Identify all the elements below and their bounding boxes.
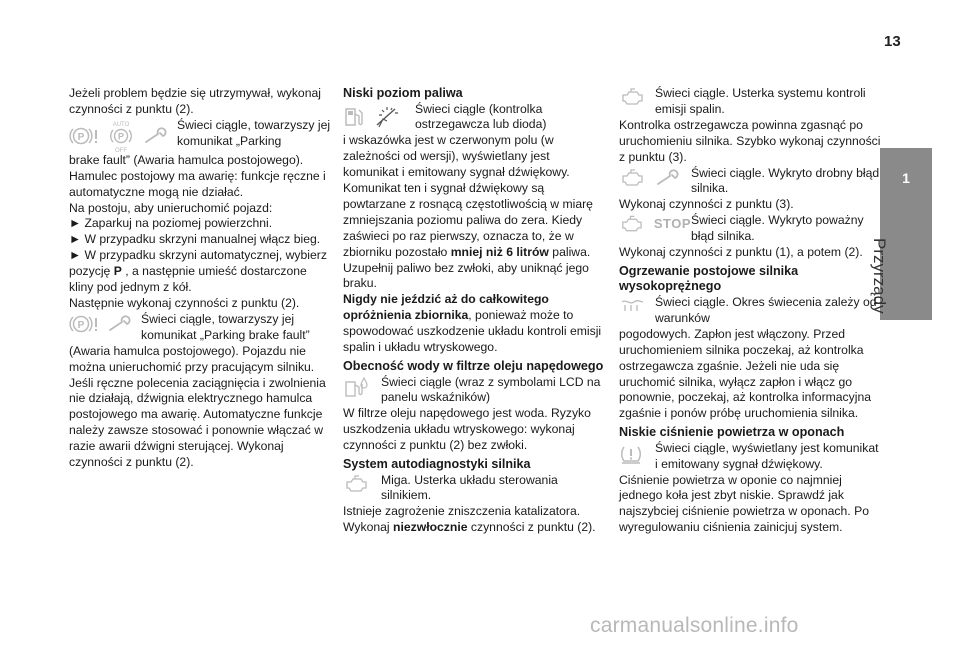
- warning-text: Świeci ciągle. Usterka systemu kontroli emisji spalin.: [655, 86, 866, 116]
- warning-text: Świeci ciągle, towarzyszy jej komunikat „Parking brake fault”: [141, 311, 310, 342]
- paragraph: pogodowych. Zapłon jest włączony. Przed uruchomieniem silnika poczekaj, aż kontrolka ostrzegawcza zgaśnie. Jeżeli nie uda się uruchomić silnika, wyłącz zapłon i włącz go ponownie, poczekaj, aż kontrolka informacyjna zgaśnie i ponów próbę uruchomienia silnika.: [619, 326, 872, 421]
- paragraph: Następnie wykonaj czynności z punktu (2).: [69, 295, 300, 310]
- wrench-icon: [107, 313, 133, 335]
- paragraph: Istnieje zagrożenie zniszczenia katalizatora. Wykonaj niezwłocznie czynności z punktu (2).: [343, 504, 596, 535]
- parking-brake-warning: [69, 118, 331, 153]
- fuel-gauge-needle-icon: [373, 103, 401, 129]
- fuel-pump-icon: [343, 104, 365, 128]
- chapter-number: 1: [902, 170, 910, 186]
- water-in-diesel-icon: [343, 376, 369, 400]
- chapter-label: Przyrządy: [870, 238, 889, 314]
- paragraph: Na postoju, aby unieruchomić pojazd:: [69, 200, 273, 215]
- section-heading: Niski poziom paliwa: [343, 86, 463, 100]
- engine-icon: [619, 214, 646, 234]
- column-3: [619, 86, 881, 536]
- column-2: [343, 86, 605, 536]
- warning-text: Świeci ciągle, wyświetlany jest komunikat i emitowany sygnał dźwiękowy.: [655, 440, 879, 471]
- glow-plug-icon: [619, 296, 645, 314]
- paragraph: Wykonaj czynności z punktu (1), a potem (2).: [619, 245, 863, 260]
- paragraph: Kontrolka ostrzegawcza powinna zgasnąć po uruchomieniu silnika. Szybko wykonaj czynności z punktu (3).: [619, 117, 881, 164]
- minor-engine-fault-warning: [619, 166, 881, 198]
- engine-icon: [343, 474, 371, 494]
- warning-text: Miga. Usterka układu sterowania silnikiem.: [381, 472, 558, 503]
- page-number: 13: [884, 33, 901, 50]
- wrench-icon: [655, 167, 681, 189]
- warning-text: Świeci ciągle, towarzyszy jej komunikat „Parking: [177, 117, 331, 148]
- svg-text:P: P: [117, 131, 125, 142]
- stop-icon: STOP: [653, 216, 691, 232]
- parking-brake-fault-icon: [69, 125, 99, 147]
- svg-text:P: P: [77, 319, 85, 331]
- paragraph: i wskazówka jest w czerwonym polu (w zależności od wersji), wyświetlany jest komunikat i emitowany sygnał dźwiękowy. Komunikat ten i sygnał dźwiękowy są powtarzane z rosnącą częstotliwością w miarę zmniejszania poziomu paliwa do zera. Kiedy zaświeci po raz pierwszy, oznacza to, że w zbiorniku pozostało mniej niż 6 litrów paliwa. Uzupełnij paliwo bez zwłoki, aby uniknąć jego braku.: [343, 133, 593, 291]
- watermark: carmanualsonline.info: [590, 614, 799, 637]
- parking-brake-fault-icon: [69, 313, 99, 335]
- glow-plug-warning: [619, 295, 881, 327]
- wrench-icon: [143, 125, 169, 147]
- tyre-pressure-warning: [619, 441, 881, 473]
- svg-text:OFF: OFF: [115, 147, 127, 153]
- emission-fault-warning: [619, 86, 881, 118]
- paragraph: Wykonaj czynności z punktu (3).: [619, 197, 794, 212]
- warning-text: Świeci ciągle (wraz z symbolami LCD na panelu wskaźników): [381, 374, 601, 405]
- column-1: [69, 86, 331, 471]
- low-fuel-warning: [343, 102, 605, 134]
- section-heading: System autodiagnostyki silnika: [343, 457, 531, 472]
- bullet-item: ► W przypadku skrzyni automatycznej, wybierz pozycję P , a następnie umieść dostarczone kliny pod jednym z kół.: [69, 248, 327, 295]
- warning-text: Świeci ciągle. Wykryto poważny błąd silnika.: [691, 213, 864, 244]
- parking-brake-warning-2: [69, 312, 331, 344]
- section-heading: Niskie ciśnienie powietrza w oponach: [619, 425, 845, 440]
- engine-diagnosis-warning: [343, 473, 605, 505]
- tyre-pressure-icon: [619, 442, 643, 466]
- bullet-item: ► W przypadku skrzyni manualnej włącz bieg.: [69, 232, 321, 247]
- auto-off-icon: [107, 119, 135, 153]
- paragraph: (Awaria hamulca postojowego). Pojazdu nie można unieruchomić przy pracującym silniku. Jeśli ręczne polecenia zaciągnięcia i zwolnienia nie działają, dźwignia elektrycznego hamulca postojowego ma awarię. Automatyczne funkcje należy zawsze stosować i ponownie włączać w razie awarii dźwigni sterującej. Wykonaj czynności z punktu (2).: [69, 343, 326, 470]
- water-in-fuel-warning: [343, 375, 605, 407]
- section-heading: Ogrzewanie postojowe silnika wysokoprężnego: [619, 263, 799, 294]
- svg-text:AUTO: AUTO: [112, 121, 130, 128]
- paragraph: brake fault” (Awaria hamulca postojowego). Hamulec postojowy ma awarię: funkcje ręczne i automatyczne mogą nie działać.: [69, 152, 326, 199]
- bullet-item: ► Zaparkuj na poziomej powierzchni.: [69, 216, 273, 231]
- paragraph: W filtrze oleju napędowego jest woda. Ryzyko uszkodzenia układu wtryskowego: wykonaj czynności z punktu (2) bez zwłoki.: [343, 406, 591, 453]
- major-engine-fault-warning: [619, 213, 881, 245]
- engine-icon: [619, 87, 647, 107]
- warning-text: Świeci ciągle. Wykryto drobny błąd silnika.: [691, 165, 880, 196]
- section-heading: Obecność wody w filtrze oleju napędowego: [343, 359, 604, 373]
- warning-text: Świeci ciągle. Okres świecenia zależy od warunków: [655, 294, 877, 325]
- engine-icon: [619, 168, 647, 188]
- paragraph: Ciśnienie powietrza w oponie co najmniej jednego koła jest zbyt niskie. Sprawdź jak najszybciej ciśnienie powietrza w oponach. Po wyregulowaniu ciśnienia zainicjuj system.: [619, 472, 869, 535]
- paragraph: Jeżeli problem będzie się utrzymywał, wykonaj czynności z punktu (2).: [69, 86, 321, 116]
- paragraph: Nigdy nie jeździć aż do całkowitego opróżnienia zbiornika, ponieważ może to spowodować uszkodzenie układu kontroli emisji spalin i układu wtryskowego.: [343, 292, 602, 355]
- warning-text: Świeci ciągle (kontrolka ostrzegawcza lub dioda): [415, 101, 547, 132]
- svg-text:P: P: [77, 131, 85, 143]
